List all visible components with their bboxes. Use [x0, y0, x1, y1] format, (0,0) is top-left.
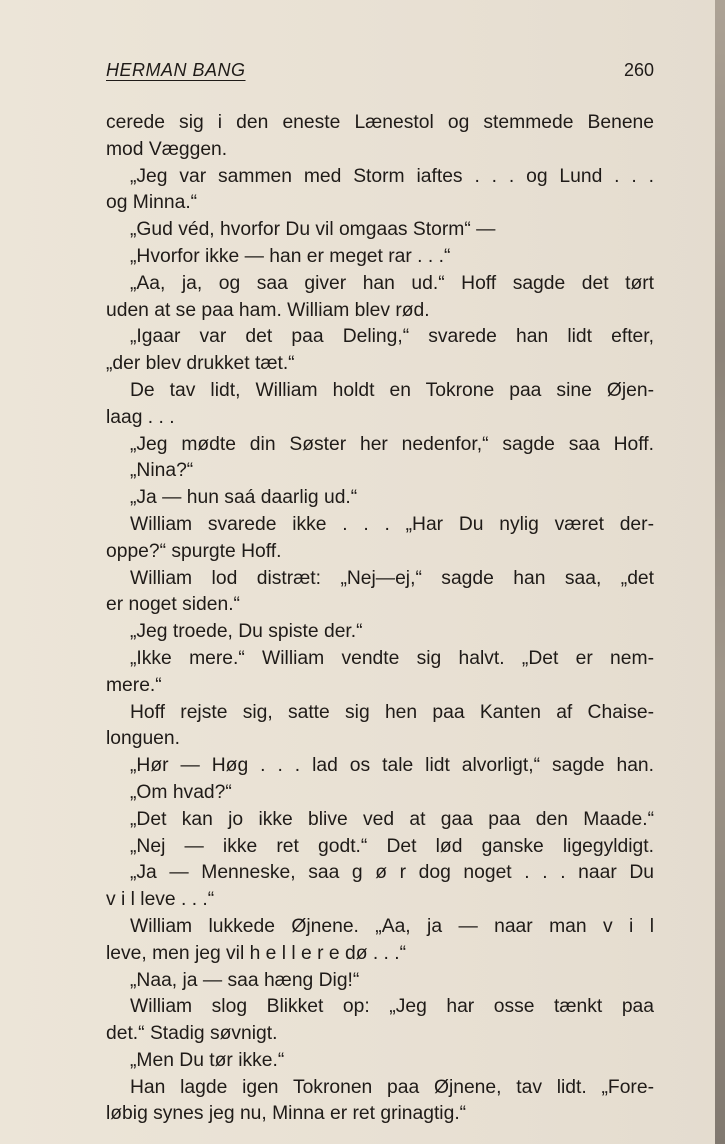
text-line: „Nej — ikke ret godt.“ Det lød ganske ligegyldigt.: [130, 835, 654, 857]
text-line: leve, men jeg vil h e l l e r e dø . . .“: [106, 942, 407, 964]
text-line: „Nina?“: [130, 460, 194, 482]
text-line: De tav lidt, William holdt en Tokrone paa sine Øjen-: [130, 379, 654, 401]
text-line: „Ikke mere.“ William vendte sig halvt. „Det er nem-: [130, 647, 654, 669]
text-line: „Hør — Høg . . . lad os tale lidt alvorligt,“ sagde han.: [130, 755, 654, 777]
text-line: „Jeg troede, Du spiste der.“: [130, 621, 363, 643]
text-line: William slog Blikket op: „Jeg har osse tænkt paa: [130, 996, 654, 1018]
text-line: longuen.: [106, 728, 180, 750]
text-line: løbig synes jeg nu, Minna er ret grinagtig.“: [106, 1103, 467, 1125]
text-line: „Jeg mødte din Søster her nedenfor,“ sagde saa Hoff.: [130, 433, 654, 455]
running-header: [106, 60, 654, 86]
text-line: William svarede ikke . . . „Har Du nylig været der-: [130, 513, 654, 535]
text-line: „Det kan jo ikke blive ved at gaa paa den Maade.“: [130, 808, 654, 830]
text-line: „Men Du tør ikke.“: [130, 1049, 285, 1071]
text-line: laag . . .: [106, 406, 175, 428]
text-line: uden at se paa ham. William blev rød.: [106, 299, 430, 321]
text-line: „Aa, ja, og saa giver han ud.“ Hoff sagde det tørt: [130, 272, 654, 294]
text-line: „Naa, ja — saa hæng Dig!“: [130, 969, 360, 991]
text-line: „Ja — Menneske, saa g ø r dog noget . . . naar Du: [130, 862, 654, 884]
text-line: „Jeg var sammen med Storm iaftes . . . og Lund . . .: [130, 165, 654, 187]
body-text: [106, 110, 654, 1128]
text-line: „Igaar var det paa Deling,“ svarede han lidt efter,: [130, 326, 654, 348]
text-line: William lod distræt: „Nej—ej,“ sagde han saa, „det: [130, 567, 654, 589]
text-line: Han lagde igen Tokronen paa Øjnene, tav lidt. „Fore-: [130, 1076, 654, 1098]
text-line: Hoff rejste sig, satte sig hen paa Kanten af Chaise-: [130, 701, 654, 723]
text-line: det.“ Stadig søvnigt.: [106, 1023, 278, 1045]
running-head-author: HERMAN BANG: [106, 60, 246, 80]
text-line: mere.“: [106, 674, 162, 696]
text-line: og Minna.“: [106, 192, 198, 214]
page-number: 260: [623, 60, 654, 80]
text-line: er noget siden.“: [106, 594, 240, 616]
text-line: cerede sig i den eneste Lænestol og stemmede Benene: [106, 112, 654, 133]
text-line: „Ja — hun saá daarlig ud.“: [130, 487, 358, 509]
page-edge-shadow: [715, 0, 725, 1144]
text-line: mod Væggen.: [106, 138, 228, 160]
text-line: William lukkede Øjnene. „Aa, ja — naar man v i l: [130, 915, 654, 937]
text-line: „Hvorfor ikke — han er meget rar . . .“: [130, 245, 451, 267]
text-line: „Om hvad?“: [130, 781, 232, 803]
text-line: v i l leve . . .“: [106, 889, 215, 911]
text-line: „der blev drukket tæt.“: [106, 353, 295, 375]
text-line: oppe?“ spurgte Hoff.: [106, 540, 282, 562]
text-line: „Gud véd, hvorfor Du vil omgaas Storm“ —: [130, 219, 496, 241]
